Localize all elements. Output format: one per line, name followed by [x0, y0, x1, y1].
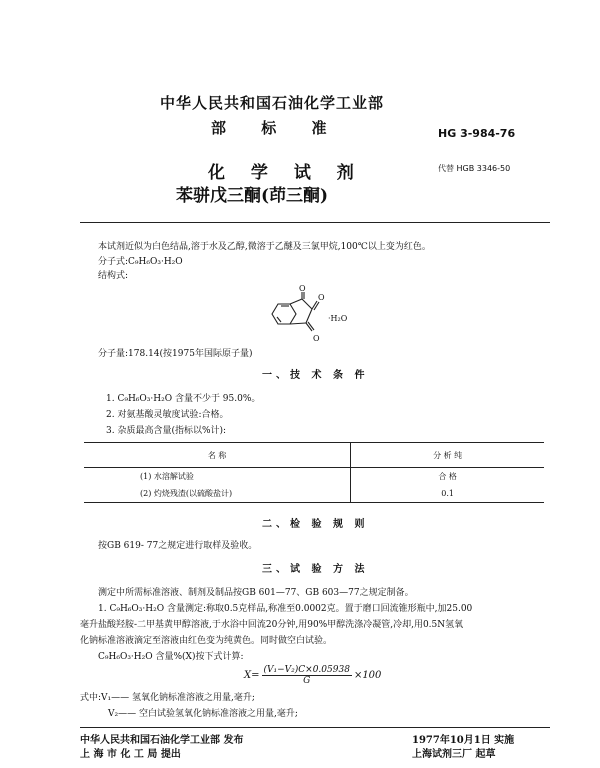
document-title: 苯骈戊三酮(茚三酮) [176, 186, 329, 206]
benzene-ring [272, 304, 296, 324]
methods-intro: 测定中所需标准溶液、制剂及制品按GB 601—77、GB 603—77之规定制备。 [98, 588, 414, 598]
description-text: 本试剂近似为白色结晶,溶于水及乙醇,微溶于乙醚及三氯甲烷,100℃以上变为红色。 [98, 242, 431, 252]
table-row [84, 468, 544, 486]
calculation-formula [244, 665, 381, 686]
standard-code: HG 3-984-76 [438, 127, 516, 140]
document-category: 化 学 试 剂 [208, 163, 364, 183]
effective-date: 1977年10月1日 实施 [412, 735, 515, 746]
formula-lhs: X= [244, 670, 260, 681]
formula-denominator: G [303, 676, 311, 686]
drafter: 上海试剂三厂 起草 [412, 749, 496, 760]
table-cell: (2) 灼烧残渣(以硫酸盐计) [84, 485, 351, 503]
table-row [84, 485, 544, 503]
molecular-formula: 分子式:C₉H₆O₃·H₂O [98, 257, 183, 267]
table-cell: (1) 水溶解试验 [84, 468, 351, 486]
content-calculation-line: C₉H₆O₃·H₂O 含量%(X)按下式计算: [98, 652, 244, 662]
proposer: 上 海 市 化 工 局 提出 [80, 749, 181, 760]
ring-bond [290, 299, 302, 304]
carbonyl-bond [314, 302, 319, 310]
inspection-text: 按GB 619- 77之规定进行取样及验收。 [98, 541, 258, 551]
ring-bond [306, 309, 312, 323]
oxygen-label: O [318, 293, 325, 302]
carbonyl-bond [312, 301, 317, 309]
variable-definition: V₂—— 空白试验氢氧化钠标准溶液之用量,毫升; [108, 709, 298, 719]
section-heading-technical: 一、技 术 条 件 [262, 370, 369, 381]
table-header-row [84, 443, 544, 468]
benzene-bond [277, 317, 281, 322]
column-header-name: 名 称 [84, 443, 351, 468]
method-paragraph-line: 化钠标准溶液滴定至溶液由红色变为纯黄色。同时做空白试验。 [80, 636, 333, 646]
requirement-item: 2. 对氨基酸灵敏度试验:合格。 [106, 410, 229, 420]
table-cell: 0.1 [351, 485, 544, 503]
ring-bond [302, 299, 312, 309]
ring-bond [290, 323, 306, 324]
section-heading-methods: 三、试 验 方 法 [262, 564, 369, 575]
variable-definition: 式中:V₁—— 氢氧化钠标准溶液之用量,毫升; [80, 693, 255, 703]
requirement-item: 1. C₉H₆O₃·H₂O 含量不少于 95.0%。 [106, 394, 261, 404]
section-heading-inspection: 二、检 验 规 则 [262, 519, 369, 530]
ministry-name: 中华人民共和国石油化学工业部 [160, 94, 385, 112]
issuer: 中华人民共和国石油化学工业部 发布 [80, 735, 244, 746]
method-paragraph-line: 1. C₉H₆O₃·H₂O 含量测定:称取0.5克样品,称准至0.0002克。置于磨口回流锥形瓶中,加25.00 [98, 604, 473, 614]
oxygen-label: O [299, 284, 306, 293]
replaces-note: 代替 HGB 3346-50 [438, 164, 511, 173]
table-cell: 合 格 [438, 472, 457, 481]
requirement-item: 3. 杂质最高含量(指标以%计): [106, 426, 227, 436]
standard-type: 部 标 准 [211, 119, 327, 137]
footer-divider [80, 727, 550, 728]
structural-formula [262, 283, 372, 345]
top-divider [80, 222, 550, 223]
molecular-weight: 分子量:178.14(按1975年国际原子量) [98, 349, 253, 359]
column-header-grade: 分 析 纯 [351, 443, 544, 468]
method-paragraph-line: 毫升盐酸羟胺-二甲基黄甲醇溶液,于水浴中回流20分钟,用90%甲醇洗涤冷凝管,冷却,用0.5N氢氧 [80, 620, 464, 630]
impurity-table [84, 442, 544, 503]
oxygen-label: O [313, 334, 320, 343]
water-of-crystallization: ·H₂O [328, 314, 348, 323]
formula-fraction [262, 665, 352, 686]
formula-numerator: (V₁−V₂)C×0.05938 [263, 665, 350, 675]
structure-label: 结构式: [98, 271, 129, 281]
formula-tail: ×100 [353, 670, 382, 681]
